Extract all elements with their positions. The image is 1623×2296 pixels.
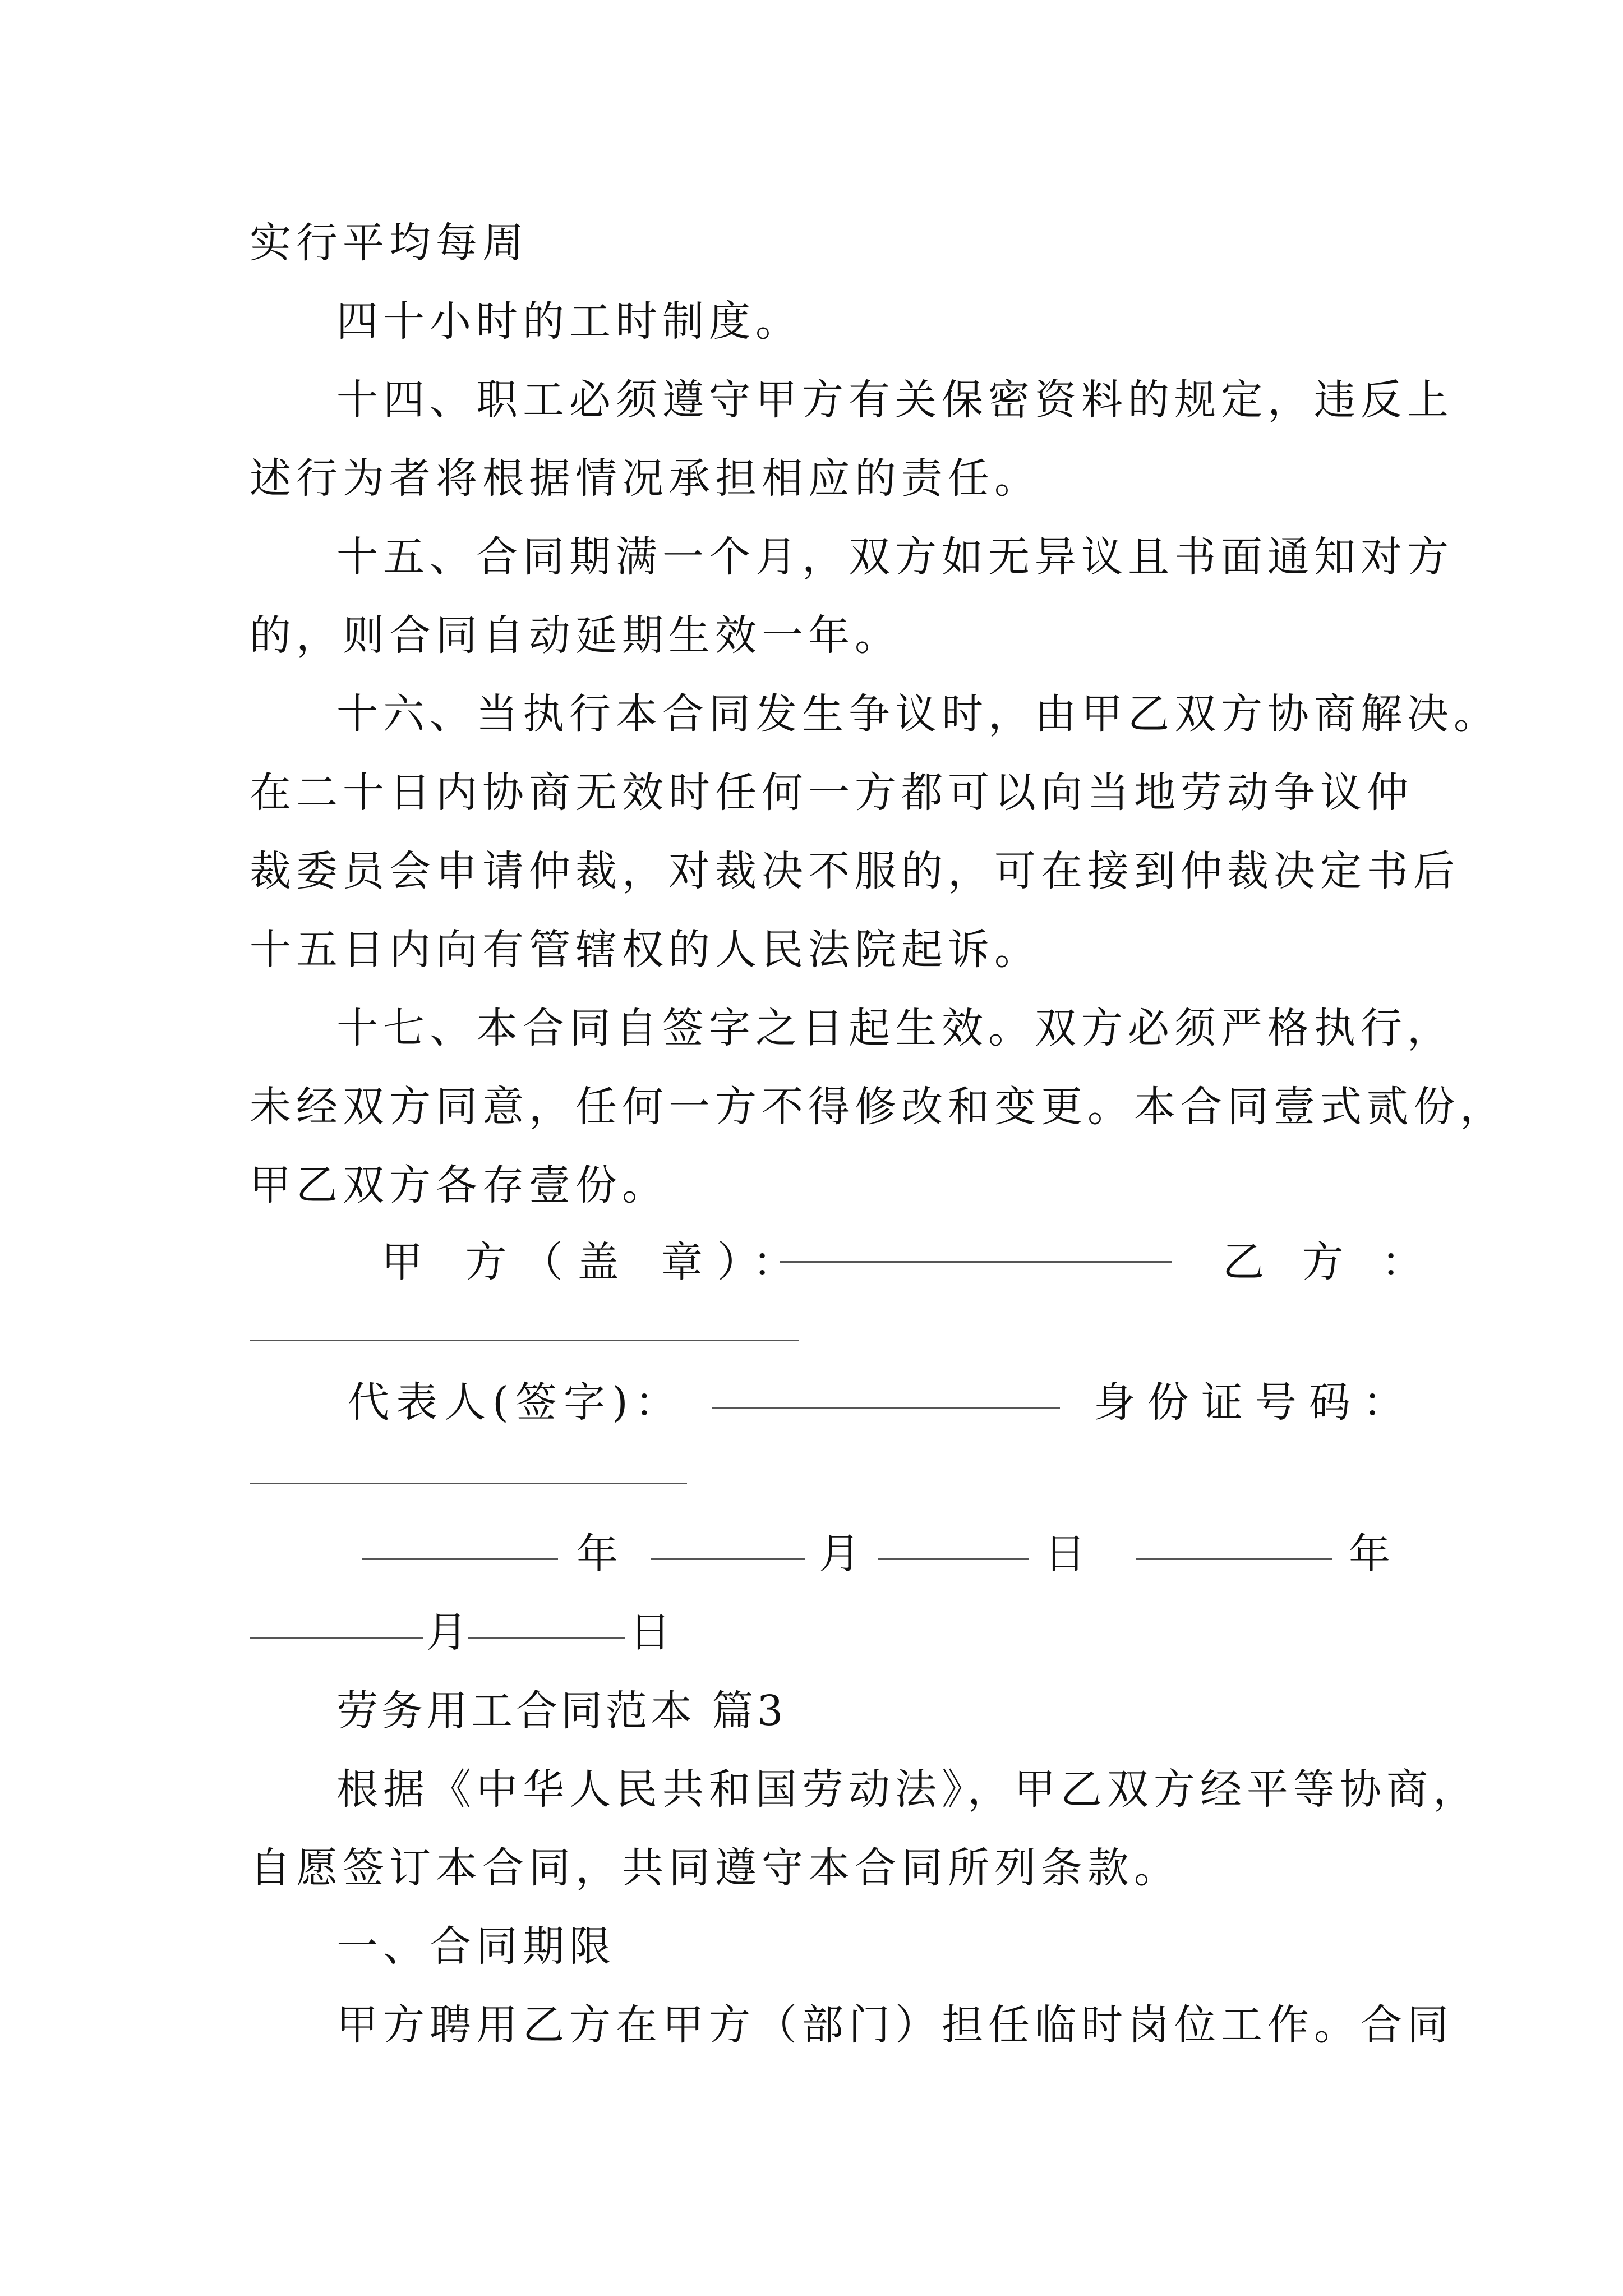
body-line: 在二十日内协商无效时任何一方都可以向当地劳动争议仲 — [250, 769, 1413, 817]
b-year-label: 年 — [1349, 1530, 1390, 1578]
body-line: 十六、当执行本合同发生争议时，由甲乙双方协商解决。 — [336, 690, 1500, 738]
a-month-blank[interactable] — [651, 1558, 805, 1560]
id-number-blank[interactable] — [250, 1483, 687, 1484]
body-line: 根据《中华人民共和国劳动法》，甲乙双方经平等协商， — [336, 1765, 1479, 1814]
party-b-label: 乙 方 ： — [1223, 1238, 1436, 1286]
b-month-label: 月 — [426, 1608, 468, 1657]
body-line: 十七、本合同自签字之日起生效。双方必须严格执行， — [336, 1004, 1454, 1052]
b-year-blank[interactable] — [1136, 1558, 1332, 1560]
body-line: 裁委员会申请仲裁，对裁决不服的，可在接到仲裁决定书后 — [250, 847, 1460, 895]
a-day-blank[interactable] — [878, 1558, 1029, 1560]
body-line: 十五日内向有管辖权的人民法院起诉。 — [250, 926, 1041, 974]
party-a-label: 甲 方（盖 章）： — [381, 1238, 809, 1286]
id-number-label: 身份证号码： — [1094, 1378, 1417, 1427]
representative-label: 代表人(签字)： — [348, 1378, 683, 1427]
body-line: 四十小时的工时制度。 — [336, 297, 802, 346]
body-line: 甲方聘用乙方在甲方（部门）担任临时岗位工作。合同 — [336, 2001, 1454, 2049]
representative-blank[interactable] — [712, 1407, 1060, 1409]
b-day-blank[interactable] — [468, 1637, 625, 1639]
body-line: 实行平均每周 — [250, 219, 529, 267]
a-month-label: 月 — [819, 1530, 860, 1578]
b-month-blank[interactable] — [250, 1637, 423, 1639]
body-line: 未经双方同意，任何一方不得修改和变更。本合同壹式贰份， — [250, 1083, 1506, 1131]
body-line: 甲乙双方各存壹份。 — [250, 1161, 668, 1209]
a-year-blank[interactable] — [362, 1558, 558, 1560]
body-line: 自愿签订本合同，共同遵守本合同所列条款。 — [250, 1844, 1181, 1892]
clause-heading: 一、合同期限 — [336, 1922, 616, 1971]
body-line: 的，则合同自动延期生效一年。 — [250, 611, 901, 660]
b-day-label: 日 — [629, 1608, 671, 1657]
party-b-blank[interactable] — [250, 1340, 799, 1341]
a-year-label: 年 — [577, 1530, 618, 1578]
body-line: 十五、合同期满一个月，双方如无异议且书面通知对方 — [336, 533, 1454, 581]
body-line: 十四、职工必须遵守甲方有关保密资料的规定，违反上 — [336, 376, 1454, 424]
body-line: 述行为者将根据情况承担相应的责任。 — [250, 454, 1041, 503]
party-a-blank[interactable] — [780, 1261, 1172, 1263]
section-title: 劳务用工合同范本 篇3 — [336, 1687, 787, 1735]
a-day-label: 日 — [1044, 1530, 1086, 1578]
